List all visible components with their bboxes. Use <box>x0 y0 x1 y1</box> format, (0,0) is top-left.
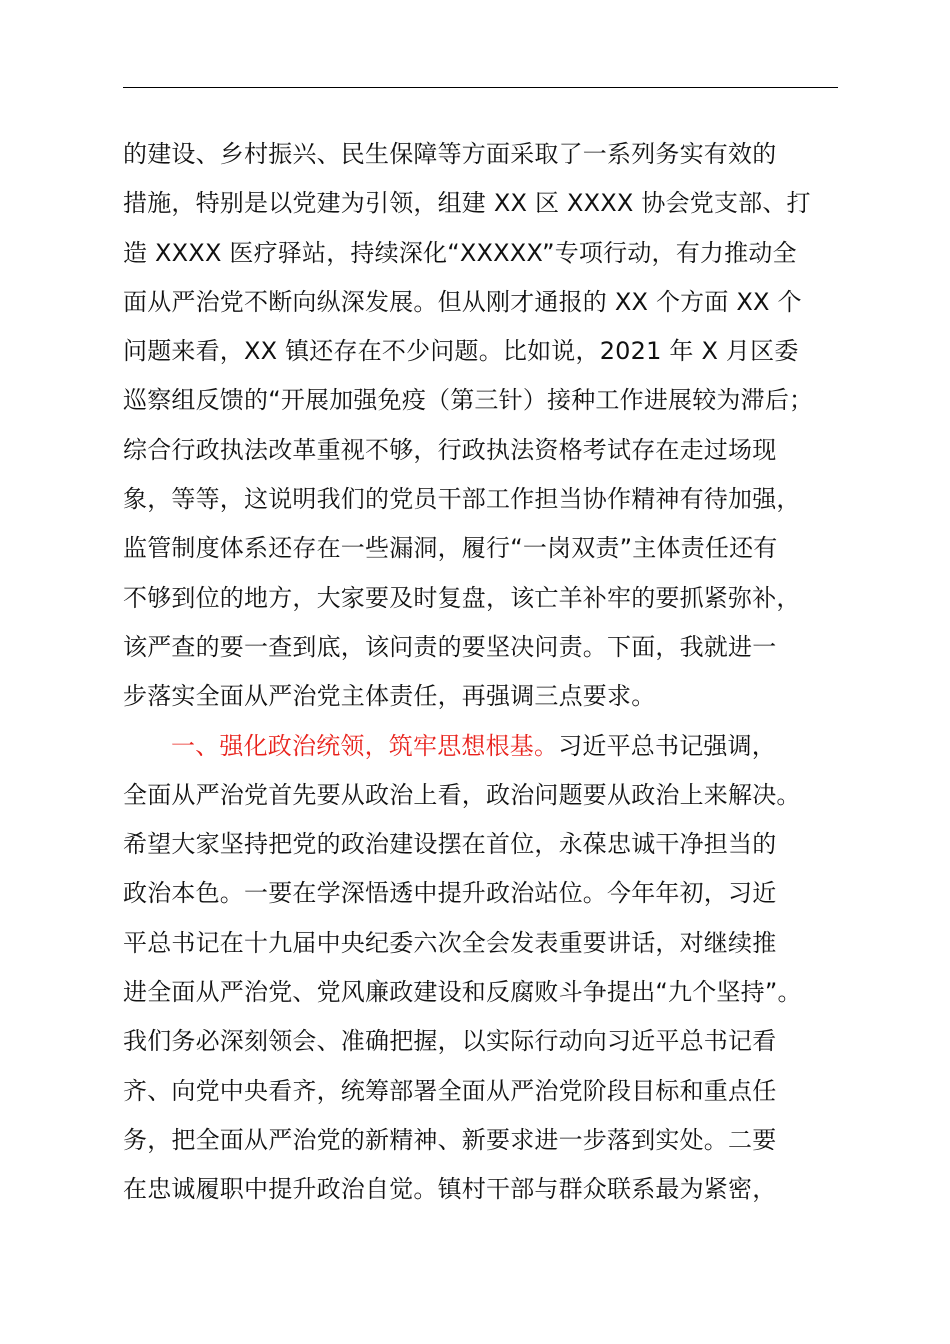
text-line: 平总书记在十九届中央纪委六次全会发表重要讲话，对继续推 <box>123 928 777 957</box>
text-line: 面从严治党不断向纵深发展。但从刚才通报的 XX 个方面 XX 个 <box>123 287 802 316</box>
text-line: 问题来看，XX 镇还存在不少问题。比如说，2021 年 X 月区委 <box>123 337 799 366</box>
text-line: 政治本色。一要在学深悟透中提升政治站位。今年年初，习近 <box>123 879 777 908</box>
text-line: 进全面从严治党、党风廉政建设和反腐败斗争提出“九个坚持”。 <box>123 978 802 1007</box>
section-first-line <box>123 722 863 771</box>
section-first-line-text: 习近平总书记强调， <box>558 731 777 760</box>
text-line: 我们务必深刻领会、准确把握，以实际行动向习近平总书记看 <box>123 1027 777 1056</box>
header-rule <box>123 87 838 88</box>
text-line: 全面从严治党首先要从政治上看，政治问题要从政治上来解决。 <box>123 780 801 809</box>
text-line: 综合行政执法改革重视不够，行政执法资格考试存在走过场现 <box>123 435 777 464</box>
text-line: 齐、向党中央看齐，统筹部署全面从严治党阶段目标和重点任 <box>123 1076 777 1105</box>
text-line: 步落实全面从严治党主体责任，再强调三点要求。 <box>123 682 656 711</box>
text-line: 监管制度体系还存在一些漏洞，履行“一岗双责”主体责任还有 <box>123 534 778 563</box>
text-line: 巡察组反馈的“开展加强免疫（第三针）接种工作进展较为滞后； <box>123 386 814 415</box>
text-line: 希望大家坚持把党的政治建设摆在首位，永葆忠诚干净担当的 <box>123 830 777 859</box>
text-line: 象，等等，这说明我们的党员干部工作担当协作精神有待加强， <box>123 485 801 514</box>
text-line: 在忠诚履职中提升政治自觉。镇村干部与群众联系最为紧密， <box>123 1175 777 1204</box>
text-line: 务，把全面从严治党的新精神、新要求进一步落到实处。二要 <box>123 1125 777 1154</box>
text-line: 不够到位的地方，大家要及时复盘，该亡羊补牢的要抓紧弥补， <box>123 583 801 612</box>
text-line: 造 XXXX 医疗驿站，持续深化“XXXXX”专项行动，有力推动全 <box>123 238 797 267</box>
text-line: 该严查的要一查到底，该问责的要坚决问责。下面，我就进一 <box>123 632 777 661</box>
section-heading: 一、强化政治统领，筑牢思想根基。 <box>171 731 559 760</box>
text-line: 的建设、乡村振兴、民生保障等方面采取了一系列务实有效的 <box>123 140 777 168</box>
text-line: 措施，特别是以党建为引领，组建 XX 区 XXXX 协会党支部、打 <box>123 189 811 218</box>
document-body <box>123 130 863 1215</box>
